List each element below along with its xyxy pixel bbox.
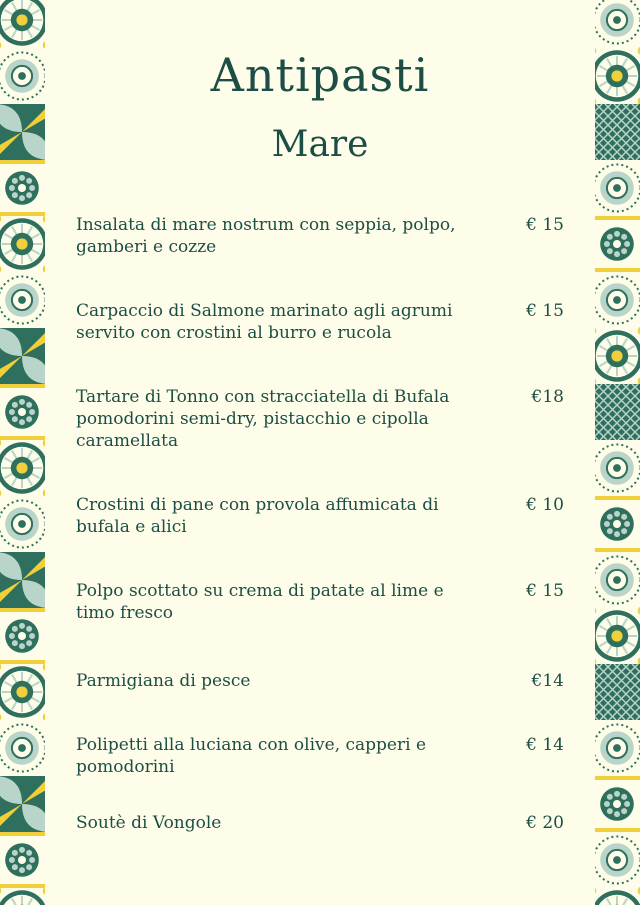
menu-item-price: € 15: [526, 581, 564, 601]
menu-item: [76, 670, 566, 692]
menu-item-price: €14: [531, 671, 564, 691]
menu-item: [76, 812, 566, 834]
menu-title: Antipasti: [210, 48, 430, 102]
menu-item-name: Carpaccio di Salmone marinato agli agrumi servito con crostini al burro e rucola: [76, 301, 453, 343]
menu-subtitle: Mare: [271, 124, 369, 165]
menu-item: [76, 494, 566, 538]
menu-item-name: Crostini di pane con provola affumicata di bufala e alici: [76, 495, 439, 537]
menu-item-price: € 14: [526, 735, 564, 755]
menu-item-name: Parmigiana di pesce: [76, 671, 251, 691]
menu-item: [76, 580, 566, 624]
menu-item: [76, 734, 566, 778]
menu-item-price: € 10: [526, 495, 564, 515]
menu-item-name: Polpo scottato su crema di patate al lime e timo fresco: [76, 581, 444, 623]
menu-item: [76, 386, 566, 452]
menu-item-name: Soutè di Vongole: [76, 813, 222, 833]
menu-item-name: Polipetti alla luciana con olive, capperi e pomodorini: [76, 735, 427, 777]
menu-item-price: € 15: [526, 301, 564, 321]
menu-item-price: € 20: [526, 813, 564, 833]
menu-item-name: Tartare di Tonno con stracciatella di Bufala pomodorini semi-dry, pistacchio e cipolla caramellata: [76, 387, 450, 451]
menu-item: [76, 214, 566, 258]
menu-item-price: € 15: [526, 215, 564, 235]
menu-item: [76, 300, 566, 344]
menu-item-name: Insalata di mare nostrum con seppia, polpo, gamberi e cozze: [76, 215, 456, 257]
menu-item-price: €18: [531, 387, 564, 407]
